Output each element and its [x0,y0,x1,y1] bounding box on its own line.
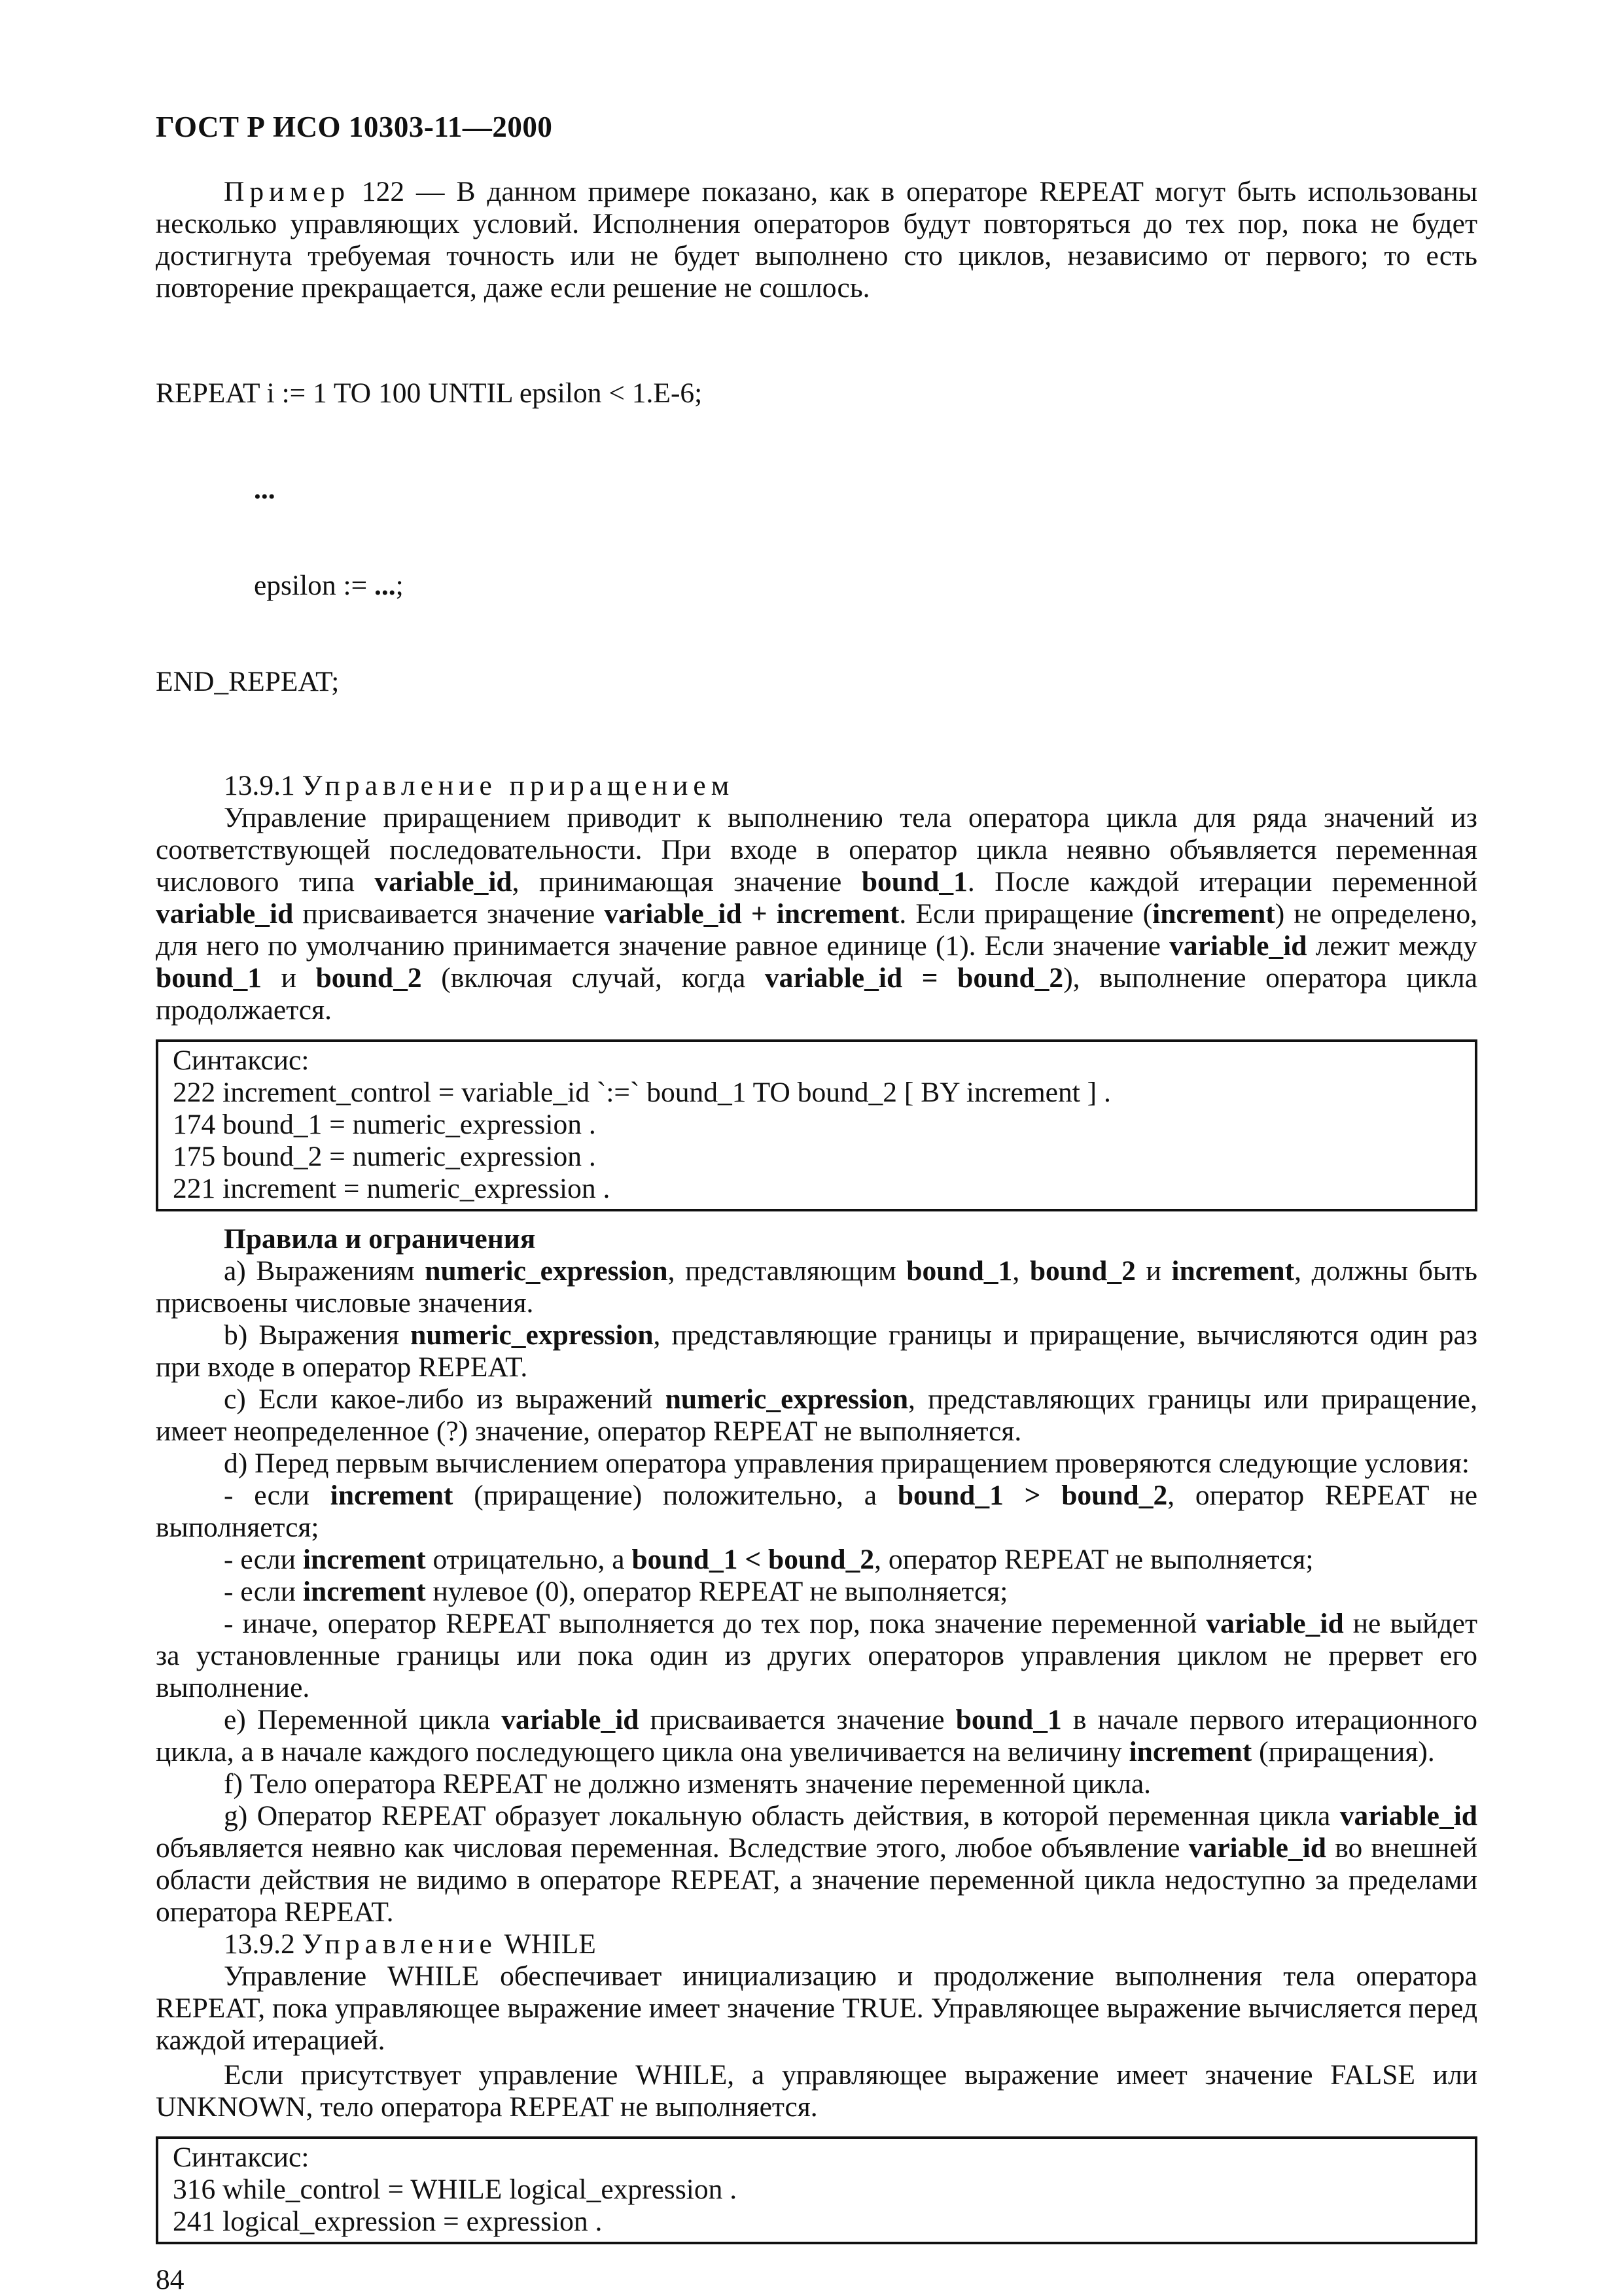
text-run: - иначе, оператор REPEAT выполняется до тех пор, пока значение переменной [224,1608,1207,1639]
term: variable_id [1339,1800,1477,1832]
text-run: . Если приращение ( [899,898,1153,930]
section-heading-13-9-1 [156,770,1477,802]
text-run: ) не определено, для него по умолчанию принимается значение равное единице (1). Если значение [156,898,1477,962]
syntax-line: 174 bound_1 = numeric_expression . [173,1109,596,1140]
rule-a [156,1255,1477,1319]
text-run: отрицательно, а [425,1544,632,1575]
text-run: (приращения). [1252,1736,1435,1767]
document-page [156,111,1477,2296]
text-run: , оператор REPEAT не выполняется; [156,1480,1477,1543]
term: increment [1171,1255,1295,1287]
rule-d-item [156,1576,1477,1608]
text-run: в начале первого итерационного цикла, а в начале каждого последующего цикла она увеличивается на величину [156,1704,1477,1767]
section-title: Управление [302,1928,497,1960]
section-number: 13.9.2 [224,1928,302,1960]
syntax-box [156,2136,1477,2244]
code-line: END_REPEAT; [156,666,340,697]
text-run: , оператор REPEAT не выполняется; [874,1544,1314,1575]
text-run: - если [224,1576,303,1607]
rule-g [156,1800,1477,1928]
text-run: нулевое (0), оператор REPEAT не выполняется; [425,1576,1008,1607]
rule-b [156,1319,1477,1383]
text-run: лежит между [1307,930,1477,962]
syntax-box [156,1039,1477,1211]
text-run: a) Выражениям [224,1255,425,1287]
section-number: 13.9.1 [224,770,302,801]
text-run: Управление приращением приводит к выполнению тела оператора цикла для ряда значений из соответствующей последовательности. При входе в оператор цикла неявно объявляется переменная числового типа [156,802,1477,897]
term: increment [330,1480,453,1511]
term: variable_id [156,898,294,930]
text-run: - если [224,1480,330,1511]
example-paragraph [156,176,1477,304]
code-ellipsis: ... [254,474,275,505]
section-heading-13-9-2 [156,1928,1477,1960]
term: variable_id [1169,930,1307,962]
code-part: ; [395,570,404,601]
syntax-line: 316 while_control = WHILE logical_expression . [173,2174,737,2205]
syntax-line: 241 logical_expression = expression . [173,2206,603,2237]
term: bound_2 [1029,1255,1136,1287]
term: increment [1129,1736,1252,1767]
rule-f: f) Тело оператора REPEAT не должно изменять значение переменной цикла. [224,1768,1151,1800]
term: numeric_expression [425,1255,668,1287]
term: bound_1 [955,1704,1062,1735]
term: variable_id = bound_2 [764,962,1064,994]
text-run: , должны быть присвоены числовые значения. [156,1255,1477,1319]
term: bound_1 [906,1255,1013,1287]
code-line [156,570,1477,602]
text-run: , представляющие границы и приращение, вычисляются один раз при входе в оператор REPEAT. [156,1319,1477,1383]
term: variable_id [1206,1608,1344,1639]
rule-d-item [156,1608,1477,1704]
text-run: e) Переменной цикла [224,1704,502,1735]
paragraph: Управление WHILE обеспечивает инициализацию и продолжение выполнения тела оператора REPEAT, пока управляющее выражение имеет значение TRUE. Управляющее выражение вычисляется перед каждой итерацией. [156,1960,1477,2056]
term: increment [1152,898,1275,930]
syntax-line: 222 increment_control = variable_id `:=` bound_1 TO bound_2 [ BY increment ] . [173,1077,1111,1108]
syntax-title: Синтаксис: [173,1045,309,1076]
text-run: - если [224,1544,303,1575]
rule-d: d) Перед первым вычислением оператора управления приращением проверяются следующие условия: [224,1448,1470,1479]
section-title: Управление приращением [302,770,735,801]
rules-heading: Правила и ограничения [224,1223,536,1255]
rule-d-item [156,1544,1477,1576]
text-run: , представляющих границы или приращение, имеет неопределенное (?) значение, оператор REPEAT не выполняется. [156,1383,1477,1447]
term: bound_1 [861,866,968,897]
text-run: присваивается значение [293,898,605,930]
text-run: . После каждой итерации переменной [967,866,1477,897]
text-run: , представляющим [667,1255,907,1287]
term: variable_id [501,1704,639,1735]
example-label: Пример [224,176,351,207]
code-line: REPEAT i := 1 TO 100 UNTIL epsilon < 1.E-6; [156,377,703,409]
text-run: (приращение) положительно, а [453,1480,898,1511]
rule-c [156,1383,1477,1448]
syntax-line: 221 increment = numeric_expression . [173,1173,610,1204]
term: variable_id [1188,1832,1326,1864]
text-run: во внешней области действия не видимо в операторе REPEAT, а значение переменной цикла недоступно за пределами оператора REPEAT. [156,1832,1477,1928]
term: variable_id + increment [604,898,900,930]
example-text: 122 — В данном примере показано, как в операторе REPEAT могут быть использованы несколько управляющих условий. Исполнения операторов будут повторяться до тех пор, пока не будет достигнута требуемая точность или не будет выполнено сто циклов, независимо от первого; то есть повторение прекращается, даже если решение не сошлось. [156,176,1477,304]
page-number: 84 [156,2264,185,2295]
document-header: ГОСТ Р ИСО 10303-11—2000 [156,111,553,143]
term: variable_id [374,866,512,897]
text-run: ), выполнение оператора цикла продолжается. [156,962,1478,1026]
text-run: не выйдет за установленные границы или пока один из других операторов управления циклом не прервет его выполнение. [156,1608,1477,1703]
term: bound_1 < bound_2 [631,1544,875,1575]
text-run: g) Оператор REPEAT образует локальную область действия, в которой переменная цикла [224,1800,1340,1832]
text-run: и [262,962,316,994]
text-run: и [1135,1255,1172,1287]
term: bound_1 > bound_2 [897,1480,1168,1511]
rule-d-item [156,1480,1477,1544]
text-run: , принимающая значение [512,866,862,897]
term: bound_1 [156,962,262,994]
paragraph: Если присутствует управление WHILE, а управляющее выражение имеет значение FALSE или UNKNOWN, тело оператора REPEAT не выполняется. [156,2059,1477,2123]
text-run: , [1012,1255,1030,1287]
syntax-line: 175 bound_2 = numeric_expression . [173,1141,596,1172]
term: numeric_expression [665,1383,909,1415]
term: bound_2 [315,962,422,994]
text-run: (включая случай, когда [421,962,765,994]
text-run: b) Выражения [224,1319,411,1351]
text-run: объявляется неявно как числовая переменная. Вследствие этого, любое объявление [156,1832,1189,1864]
term: numeric_expression [410,1319,654,1351]
term: increment [302,1576,426,1607]
text-run: c) Если какое-либо из выражений [224,1383,665,1415]
text-run: присваивается значение [639,1704,956,1735]
paragraph [156,802,1477,1026]
code-part: epsilon := [254,570,375,601]
code-ellipsis: ... [374,570,396,601]
code-example [156,313,1477,762]
section-title-suffix: WHILE [497,1928,596,1960]
term: increment [302,1544,426,1575]
rule-e [156,1704,1477,1768]
syntax-title: Синтаксис: [173,2142,309,2173]
